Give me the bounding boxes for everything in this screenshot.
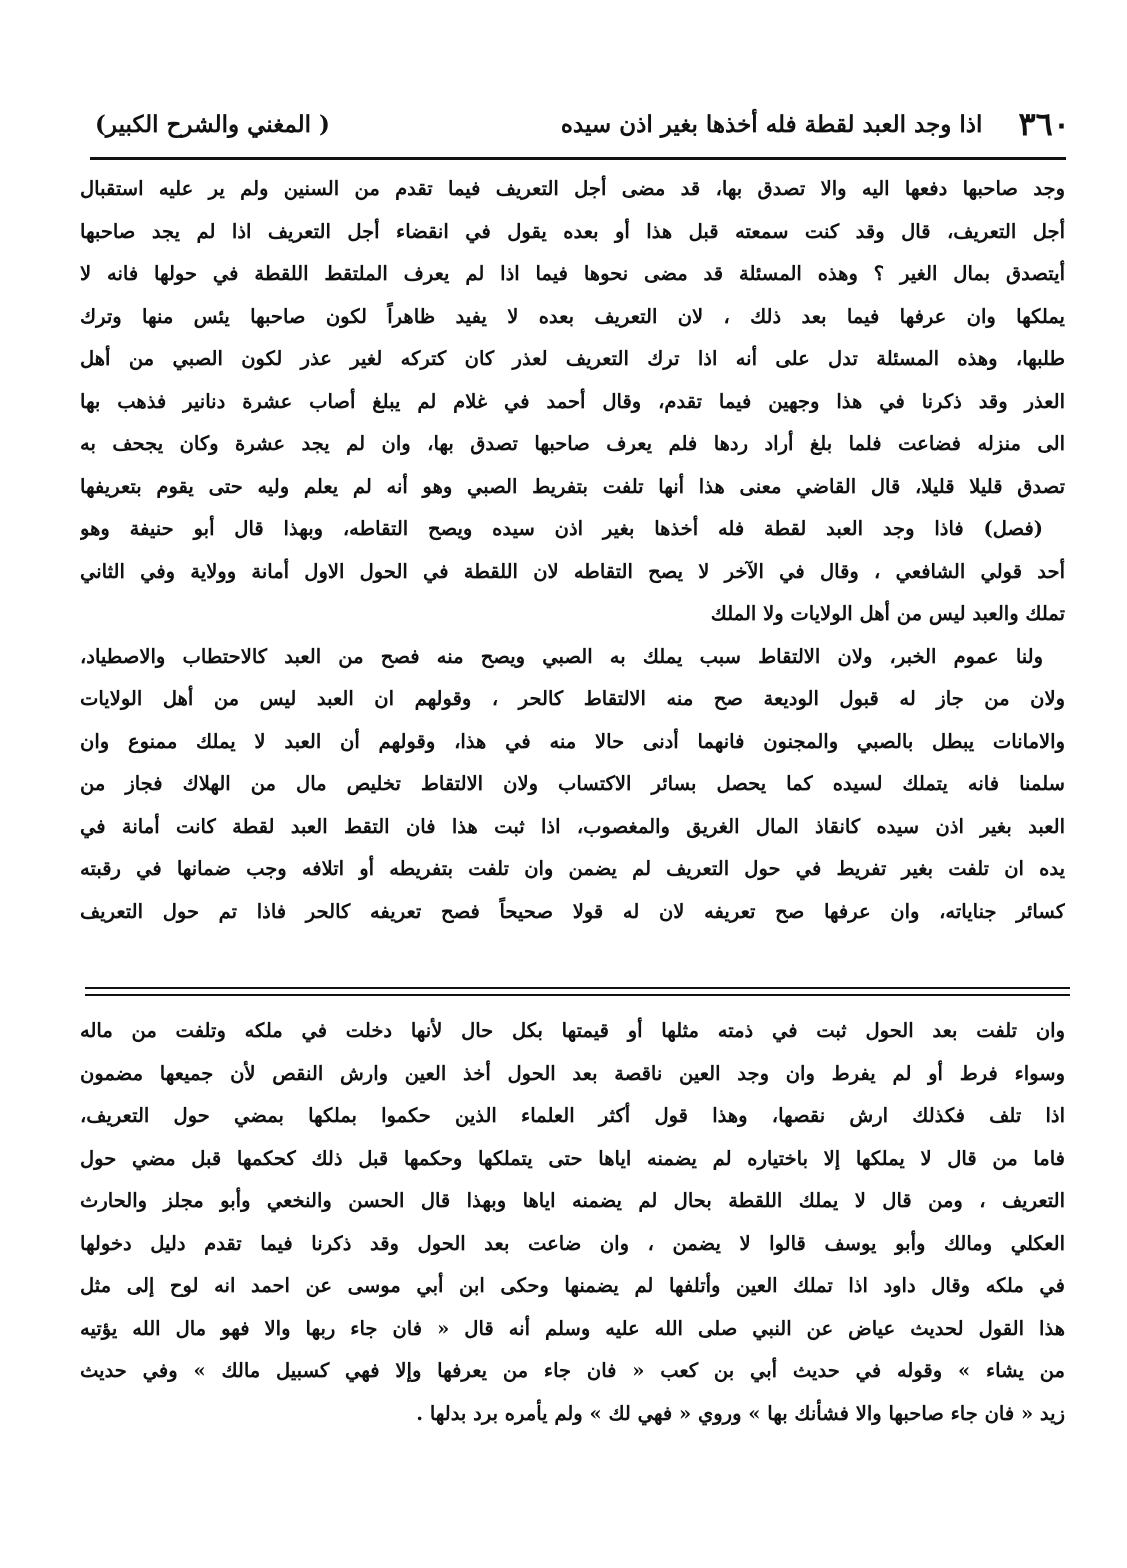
page-number: ٣٦٠ <box>1018 105 1070 143</box>
commentary-line: زيد « فان جاء صاحبها والا فشأنك بها » وروي « فهي لك » ولم يأمره برد بدلها . <box>416 1401 1065 1425</box>
main-line: العذر وقد ذكرنا في هذا وجهين فيما تقدم، وقال أحمد في غلام لم يبلغ أصاب عشرة دنانير فذهب بها <box>80 389 1065 413</box>
commentary-line: فاما من قال لا يملكها إلا باختياره لم يضمنه اياها حتى يتملكها وحكمها قبل ذلك كحكمها قبل مضي حول <box>80 1146 1065 1170</box>
main-line: أيتصدق بمال الغير ؟ وهذه المسئلة قد مضى نحوها فيما اذا لم يعرف الملتقط اللقطة في حولها فانه لا <box>80 262 1065 285</box>
main-line: ولان من جاز له قبول الوديعة صح منه الالتقاط كالحر ، وقولهم ان العبد ليس من أهل الولايات <box>80 687 1065 710</box>
commentary-line: في ملكه وقال داود اذا تملك العين وأتلفها لم يضمنها وحكى ابن أبي موسى عن احمد انه لوح إلى مثل <box>80 1274 1065 1297</box>
commentary-line: من يشاء » وقوله في حديث أبي بن كعب « فان جاء من يعرفها وإلا فهي كسبيل مالك » وفي حديث <box>80 1359 1065 1382</box>
main-line: أحد قولي الشافعي ، وقال في الآخر لا يصح التقاطه لان اللقطة في الحول الاول أمانة وولاية وفي الثاني <box>80 559 1065 583</box>
main-text <box>80 168 1065 933</box>
commentary-line: وان تلفت بعد الحول ثبت في ذمته مثلها أو قيمتها بكل حال لأنها دخلت في ملكه وتلفت من ماله <box>80 1019 1065 1042</box>
commentary-line: التعريف ، ومن قال لا يملك اللقطة بحال لم يضمنه اياها وبهذا قال الحسن والنخعي وأبو مجلز والحارث <box>80 1189 1065 1212</box>
main-line: تصدق قليلا قليلا، قال القاضي معنى هذا أنها تلفت بتفريط الصبي وهو أنه لم يعلم وليه حتى يقوم بتعريفها <box>80 474 1065 498</box>
main-line: والامانات يبطل بالصبي والمجنون فانهما أدنى حالا منه في هذا، وقولهم أن العبد لا يملك ممنوع وان <box>80 729 1065 753</box>
book-title: ( المغني والشرح الكبير) <box>95 110 330 138</box>
main-line: يملكها وان عرفها فيما بعد ذلك ، لان التعريف بعده لا يفيد ظاهراً لكون صاحبها يئس منها وترك <box>80 304 1065 328</box>
running-title: اذا وجد العبد لقطة فله أخذها بغير اذن سيده <box>560 110 983 138</box>
main-line: العبد بغير اذن سيده كانقاذ المال الغريق والمغصوب، اذا ثبت هذا فان التقط العبد لقطة كانت أمانة في <box>80 814 1065 838</box>
main-line: كسائر جناياته، وان عرفها صح تعريفه لان له قولا صحيحاً فصح تعريفه كالحر فاذا تم حول التعريف <box>80 899 1065 923</box>
commentary-line: هذا القول لحديث عياض عن النبي صلى الله عليه وسلم أنه قال « فان جاء ربها والا فهو مال الله يؤتيه <box>80 1316 1065 1340</box>
main-line: أجل التعريف، قال وقد كنت سمعته قبل هذا أو بعده يقول في انقضاء أجل التعريف اذا لم يجد صاحبها <box>80 219 1065 243</box>
main-line: الى منزله فضاعت فلما بلغ أراد ردها فلم يعرف صاحبها تصدق بها، وان لم يجد عشرة وكان يجحف به <box>80 432 1065 455</box>
commentary-line: اذا تلف فكذلك ارش نقصها، وهذا قول أكثر العلماء الذين حكموا بملكها بمضي حول التعريف، <box>80 1104 1065 1127</box>
page-header <box>95 102 1070 146</box>
main-line: يده ان تلفت بغير تفريط في حول التعريف لم يضمن وان تلفت بتفريطه أو اتلافه وجب ضمانها في رقبته <box>80 857 1065 880</box>
main-line: سلمنا فانه يتملك لسيده كما يحصل بسائر الاكتساب ولان الالتقاط تخليص مال من الهلاك فجاز من <box>80 772 1065 795</box>
commentary-text <box>80 1010 1065 1435</box>
section-divider <box>85 987 1070 996</box>
main-line: وجد صاحبها دفعها اليه والا تصدق بها، قد مضى أجل التعريف فيما تقدم من السنين ولم ير عليه استقبال <box>80 177 1065 200</box>
main-line: طلبها، وهذه المسئلة تدل على أنه اذا ترك التعريف لعذر كان كتركه لغير عذر لكون الصبي من أهل <box>80 347 1065 370</box>
main-line: ولنا عموم الخبر، ولان الالتقاط سبب يملك به الصبي ويصح منه فصح من العبد كالاحتطاب والاصطياد، <box>80 644 1043 668</box>
commentary-line: وسواء فرط أو لم يفرط وان وجد العين ناقصة بعد الحول أخذ العين وارش النقص لأن جميعها مضمون <box>80 1061 1065 1085</box>
header-rule <box>90 157 1066 160</box>
section-heading-line: (فصل) فاذا وجد العبد لقطة فله أخذها بغير اذن سيده ويصح التقاطه، وبهذا قال أبو حنيفة وهو <box>80 517 1043 540</box>
commentary-line: العكلي ومالك وأبو يوسف قالوا لا يضمن ، وان ضاعت بعد الحول وقد ذكرنا فيما تقدم دليل دخولها <box>80 1231 1065 1255</box>
main-line: تملك والعبد ليس من أهل الولايات ولا الملك <box>710 602 1065 625</box>
